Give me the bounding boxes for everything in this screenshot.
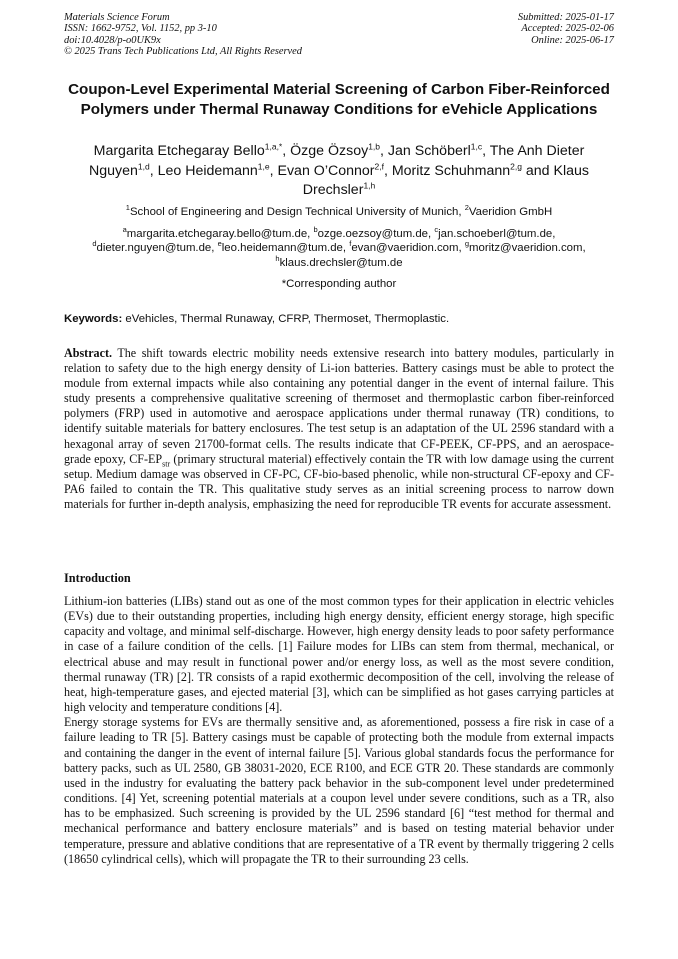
abstract: Abstract. The shift towards electric mobility needs extensive research into battery modules, particularly in relation to safety due to the high energy density of Li-ion batteries. Battery casings must be able to protect the module from external impacts while also containing any potential danger in the event of internal failure. This study presents a comprehensive qualitative screening of thermoset and thermoplastic carbon fiber-reinforced polymers (FRP) used in automotive and aerospace applications under thermal runaway (TR) conditions, to identify suitable materials for battery enclosures. The test setup is an adaptation of the UL 2596 standard with a hexagonal array of seven 21700-format cells. The results indicate that CF-PEEK, CF-PPS, and an aerospace-grade epoxy, $CF-EP_{str}$ (primary structural material) effectively contain the TR with low damage using the current setup. Medium damage was observed in CF-PC, CF-bio-based phenolic, while non-structural CF-epoxy and CF-PA6 failed to contain the TR. This qualitative study serves as an initial screening process to narrow down materials for further in-depth analysis, emphasizing the need for reproducible TR events for accurate assessment. [64, 346, 614, 511]
doi-line: doi:10.4028/p-o0UK9x [64, 34, 161, 46]
paragraph: Lithium-ion batteries (LIBs) stand out as one of the most common types for their application in electric vehicles (EVs) due to their outstanding properties, including high energy density, efficient energy storage, high specific capacity and voltage, and minimal self-discharge. However, high energy density leads to poor safety performance in case of a failure condition of the cells. [1] Failure modes for LIBs can stem from thermal, mechanical, or electrical abuse and may result in functional power and/or energy loss, as well as the most severe condition, thermal runaway (TR) [2]. TR consists of a rapid exothermic decomposition of the cell, involving the release of heat, high-temperature gases, and ejected material [3], which can be simplified as hot gases carrying particles at high velocity and temperature conditions [4]. [64, 594, 614, 715]
keywords-text: eVehicles, Thermal Runaway, CFRP, Thermoset, Thermoplastic. [122, 313, 450, 325]
corresponding-author-note: *Corresponding author [281, 278, 397, 290]
author: Klaus Drechsler$^{1,h}$ [302, 162, 590, 198]
email-link[interactable]: $^g$moritz@vaeridion.com, [464, 239, 586, 255]
introduction-body [64, 594, 614, 867]
paragraph: Energy storage systems for EVs are thermally sensitive and, as aforementioned, possess a fire risk in case of a failure leading to TR [5]. Battery casings must be capable of protecting both the module from external impacts and containing the danger in the event of internal failure [5]. Various global standards focus the performance for battery packs, such as UL 2580, GB 38031-2020, ECE R100, and ECE GTR 20. These standards are commonly used in the industry for evaluating the battery pack behavior in the sub-component level under predetermined conditions. [4] Yet, screening potential materials at a coupon level under severe conditions, such as a TR, also has to be emphasized. Such screening is provided by the UL 2596 standard [6] “test method for thermal and mechanical performance and battery enclosure materials” and is based on testing material behavior under temperature, pressure and ablative conditions that are representative of a TR event by thermally triggering 2 cells (18650 cylindrical cells), which will propagate the TR to their surrounding 23 cells. [64, 715, 614, 866]
abstract-label: Abstract. [64, 346, 113, 360]
accepted-date: Accepted: 2025-02-06 [521, 23, 614, 35]
copyright-line: © 2025 Trans Tech Publications Ltd, All Rights Reserved [64, 46, 302, 58]
author: Özge Özsoy$^{1,b}$, [290, 141, 388, 159]
author-list [64, 142, 614, 201]
keywords [64, 312, 614, 326]
submitted-date: Submitted: 2025-01-17 [517, 12, 614, 23]
email-link[interactable]: $^f$evan@vaeridion.com, [349, 239, 465, 255]
journal-header [64, 12, 302, 58]
email-link[interactable]: $^b$ozge.oezsoy@tum.de, [313, 225, 435, 240]
dates-header [518, 12, 614, 46]
section-heading-introduction: Introduction [64, 571, 131, 585]
author: Evan O’Connor$^{2,f}$, [277, 160, 392, 179]
keywords-label: Keywords: [64, 313, 123, 325]
email-link[interactable]: $^h$klaus.drechsler@tum.de [275, 254, 403, 269]
online-date: Online: 2025-06-17 [531, 34, 614, 46]
paper-title: Coupon-Level Experimental Material Screening of Carbon Fiber-Reinforced Polymers under Thermal Runaway Conditions for eVehicle Applications [68, 81, 610, 118]
email-link[interactable]: $^d$dieter.nguyen@tum.de, [92, 239, 218, 255]
email-link[interactable]: $^e$leo.heidemann@tum.de, [217, 239, 350, 255]
affiliations: $^1$School of Engineering and Design Technical University of Munich, $^2$Vaeridion GmbH [125, 203, 553, 218]
author: The Anh Dieter Nguyen$^{1,d}$, [88, 143, 585, 179]
author: Leo Heidemann$^{1,e}$, [157, 160, 278, 179]
issn-line: ISSN: 1662-9752, Vol. 1152, pp 3-10 [64, 23, 217, 35]
author: Margarita Etchegaray Bello$^{1,a,*}$, [93, 141, 291, 159]
author: Moritz Schuhmann$^{2,g}$ and [391, 160, 554, 179]
email-link[interactable]: $^c$jan.schoeberl@tum.de, [434, 225, 556, 240]
author-emails [64, 227, 614, 270]
author: Jan Schöberl$^{1,c}$, [387, 141, 490, 159]
email-link[interactable]: $^a$margarita.etchegaray.bello@tum.de, [122, 225, 314, 240]
journal-name: Materials Science Forum [64, 12, 170, 23]
